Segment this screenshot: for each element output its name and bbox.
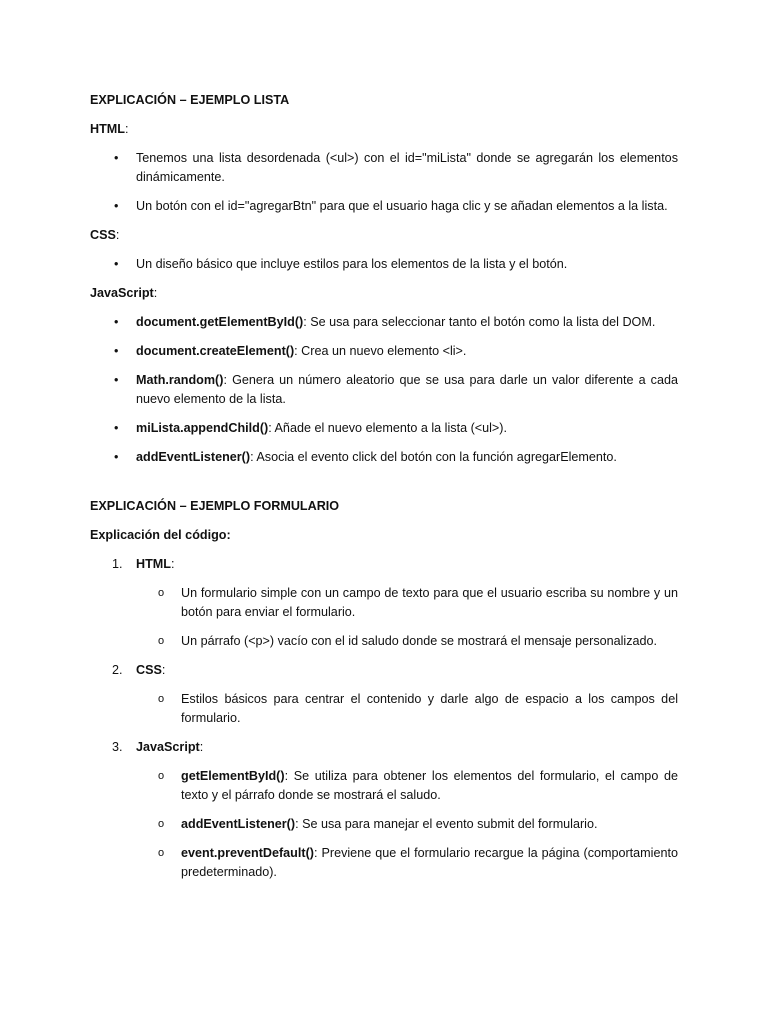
- circle-bullet-icon: o: [158, 818, 165, 830]
- css-label: CSS: [90, 228, 116, 242]
- sub-list-item: [90, 632, 678, 651]
- bullet-icon: •: [114, 344, 119, 358]
- step-number: 1.: [112, 557, 123, 571]
- step-heading: [90, 661, 678, 680]
- circle-bullet-icon: o: [158, 587, 165, 599]
- list-item: [90, 419, 678, 438]
- circle-bullet-icon: o: [158, 693, 165, 705]
- step-number: 2.: [112, 663, 123, 677]
- term: Math.random(): [136, 373, 224, 387]
- term: miLista.appendChild(): [136, 421, 269, 435]
- html-label-line: [90, 120, 678, 139]
- html-label: HTML: [90, 122, 125, 136]
- bullet-icon: •: [114, 450, 119, 464]
- bullet-icon: •: [114, 315, 119, 329]
- step-label: JavaScript: [136, 740, 200, 754]
- term-desc: : Asocia el evento click del botón con la función agregarElemento.: [250, 450, 617, 464]
- sub-list: [90, 690, 678, 728]
- js-label-line: [90, 284, 678, 303]
- css-bullet-list: [90, 255, 678, 274]
- sub-list: [90, 584, 678, 651]
- colon: :: [153, 286, 158, 300]
- term-desc: : Se usa para manejar el evento submit del formulario.: [295, 817, 598, 831]
- section-subtitle: Explicación del código:: [90, 528, 231, 542]
- js-label: JavaScript: [90, 286, 154, 300]
- term: addEventListener(): [136, 450, 251, 464]
- circle-bullet-icon: o: [158, 847, 165, 859]
- step-heading: [90, 555, 678, 574]
- term: addEventListener(): [181, 817, 296, 831]
- sub-list-item: [90, 584, 678, 622]
- term-desc: : Se usa para seleccionar tanto el botón como la lista del DOM.: [303, 315, 656, 329]
- numbered-list: [90, 555, 678, 882]
- document-page: [90, 91, 678, 892]
- section-gap: [90, 477, 678, 497]
- sub-item-text: Un párrafo (<p>) vacío con el id saludo donde se mostrará el mensaje personalizado.: [181, 634, 658, 648]
- list-item: [90, 371, 678, 409]
- circle-bullet-icon: o: [158, 770, 165, 782]
- sub-list-item: [90, 815, 678, 834]
- numbered-item: [90, 661, 678, 728]
- step-label: CSS: [136, 663, 162, 677]
- css-label-line: [90, 226, 678, 245]
- step-number: 3.: [112, 740, 123, 754]
- bullet-icon: •: [114, 151, 119, 165]
- sub-item-text: Estilos básicos para centrar el contenido y darle algo de espacio a los campos del formulario.: [181, 692, 678, 725]
- colon: :: [170, 557, 175, 571]
- numbered-item: [90, 738, 678, 882]
- term-desc: : Se utiliza para obtener los elementos del formulario, el campo de texto y el párrafo donde se mostrará el saludo.: [181, 769, 678, 802]
- list-item-text: Un diseño básico que incluye estilos para los elementos de la lista y el botón.: [136, 257, 568, 271]
- term: event.preventDefault(): [181, 846, 314, 860]
- html-bullet-list: [90, 149, 678, 216]
- section-title-formulario: EXPLICACIÓN – EJEMPLO FORMULARIO: [90, 499, 340, 513]
- term: document.getElementById(): [136, 315, 304, 329]
- bullet-icon: •: [114, 199, 119, 213]
- list-item-text: Un botón con el id="agregarBtn" para que el usuario haga clic y se añadan elementos a la lista.: [136, 199, 668, 213]
- term-desc: : Añade el nuevo elemento a la lista (<ul>).: [268, 421, 507, 435]
- list-item: [90, 255, 678, 274]
- colon: :: [124, 122, 129, 136]
- step-label: HTML: [136, 557, 171, 571]
- bullet-icon: •: [114, 257, 119, 271]
- sub-list-item: [90, 844, 678, 882]
- colon: :: [161, 663, 166, 677]
- circle-bullet-icon: o: [158, 635, 165, 647]
- list-item: [90, 149, 678, 187]
- list-item-text: Tenemos una lista desordenada (<ul>) con el id="miLista" donde se agregarán los elementos dinámicamente.: [136, 151, 678, 184]
- term: getElementById(): [181, 769, 285, 783]
- step-heading: [90, 738, 678, 757]
- term-desc: : Genera un número aleatorio que se usa para darle un valor diferente a cada nuevo elemento de la lista.: [136, 373, 678, 406]
- sub-item-text: Un formulario simple con un campo de texto para que el usuario escriba su nombre y un botón para enviar el formulario.: [181, 586, 678, 619]
- sub-list: [90, 767, 678, 882]
- term: document.createElement(): [136, 344, 295, 358]
- list-item: [90, 313, 678, 332]
- numbered-item: [90, 555, 678, 651]
- colon: :: [199, 740, 204, 754]
- list-item: [90, 448, 678, 467]
- bullet-icon: •: [114, 421, 119, 435]
- term-desc: : Crea un nuevo elemento <li>.: [294, 344, 467, 358]
- section-title-lista: EXPLICACIÓN – EJEMPLO LISTA: [90, 93, 290, 107]
- js-bullet-list: [90, 313, 678, 467]
- bullet-icon: •: [114, 373, 119, 387]
- term-desc: : Previene que el formulario recargue la página (comportamiento predeterminado).: [181, 846, 678, 879]
- sub-list-item: [90, 767, 678, 805]
- list-item: [90, 342, 678, 361]
- sub-list-item: [90, 690, 678, 728]
- colon: :: [115, 228, 120, 242]
- list-item: [90, 197, 678, 216]
